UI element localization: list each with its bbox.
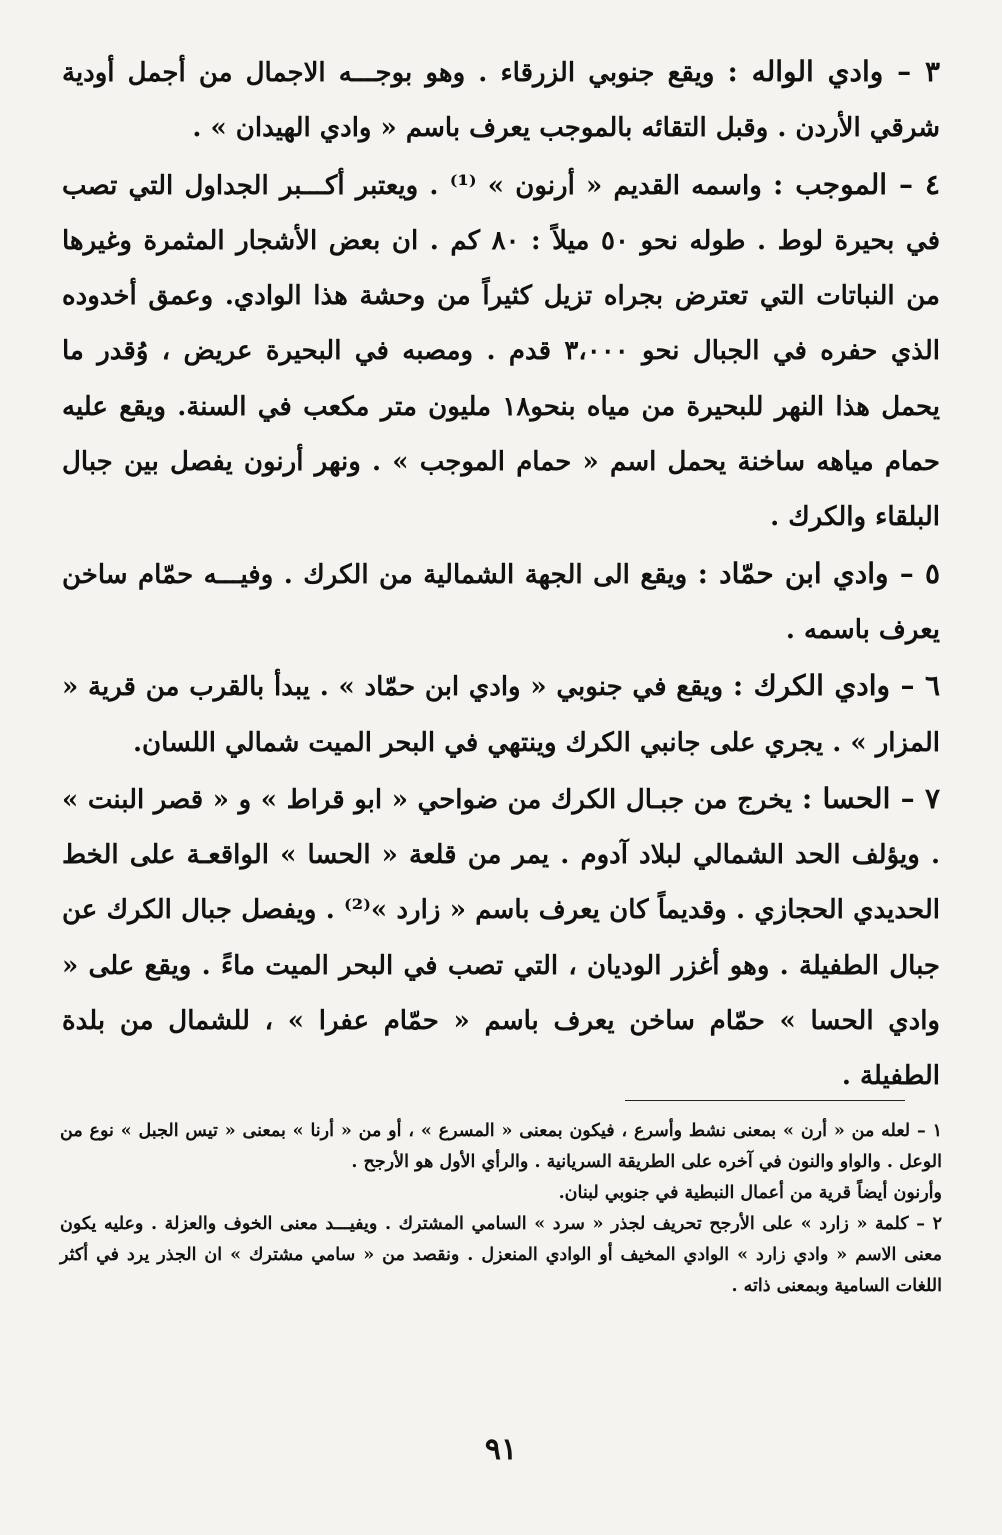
footnote-1-continued: وأرنون أيضاً قرية من أعمال النبطية في جنوبي لبنان. <box>558 1183 942 1203</box>
paragraph-body: يخرج من جبـال الكرك من ضواحي « ابو قراط » و « قصر البنت » . ويؤلف الحد الشمالي لبلاد آدوم . يمر من قلعة « الحسا » الواقعـة على الخط الحديدي الحجازي . وقديماً كان يعرف باسم « زارد »⁽²⁾ . ويفصل جبال الكرك عن جبال الطفيلة . وهو أغزر الوديان ، التي تصب في البحر الميت ماءً . ويقع على « وادي الحسا » حمّام ساخن يعرف باسم « حمّام عفرا » ، للشمال من بلدة الطفيلة . <box>62 784 940 1092</box>
main-text <box>62 44 940 1105</box>
paragraph-body: ويقع الى الجهة الشمالية من الكرك . وفيـــه حمّام ساخن يعرف باسمه . <box>62 559 940 645</box>
paragraph-body: واسمه القديم « أرنون » ⁽¹⁾ . ويعتبر أكـــبر الجداول التي تصب في بحيرة لوط . طوله نحو ٥٠ ميلاً : ٨٠ كم . ان بعض الأشجار المثمرة وغيرها من النباتات التي تعترض بجراه تزيل كثيراً من وحشة هذا الوادي. وعمق أخدوده الذي حفره في الجبال نحو ٣،٠٠٠ قدم . ومصبه في البحيرة عريض ، وُقدر ما يحمل هذا النهر للبحيرة من مياه بنحو١٨ مليون متر مكعب في السنة. ويقع عليه حمام مياهه ساخنة يحمل اسم « حمام الموجب » . ونهر أرنون يفصل بين جبال البلقاء والكرك . <box>62 170 941 533</box>
paragraph-heading: ٣ – وادي الواله : <box>727 55 940 88</box>
paragraph-wadi-ibn-hammad <box>62 546 940 659</box>
paragraph-wadi-alkarak <box>62 658 940 771</box>
paragraph-body: ويقع في جنوبي « وادي ابن حمّاد » . يبدأ بالقرب من قرية « المزار » . يجري على جانبي الكرك وينتهي في البحر الميت شمالي اللسان. <box>62 672 940 758</box>
paragraph-wadi-alwaleh <box>62 44 940 157</box>
paragraph-heading: ٦ – وادي الكرك : <box>732 669 941 703</box>
paragraph-heading: ٧ – الحسا : <box>801 781 940 815</box>
paragraph-heading: ٤ – الموجب : <box>773 167 940 201</box>
footnotes <box>60 1116 942 1302</box>
paragraph-body: ويقع جنوبي الزرقاء . وهو بوجـــه الاجمال من أجمل أودية شرقي الأردن . وقبل التقائه بالموجب يعرف باسم « وادي الهيدان » . <box>62 58 940 144</box>
footnote-2: ٢ – كلمة « زارد » على الأرجح تحريف لجذر « سرد » السامي المشترك . ويفيـــد معنى الخوف والعزلة . وعليه يكون معنى الاسم « وادي زارد » الوادي المخيف أو الوادي المنعزل . ونقصد من « سامي مشترك » ان الجذر يرد في أكثر اللغات السامية وبمعنى ذاته . <box>60 1214 942 1296</box>
paragraph-heading: ٥ – وادي ابن حمّاد : <box>697 556 940 590</box>
page-number: ٩١ <box>484 1432 518 1467</box>
footnote-divider <box>625 1100 905 1101</box>
paragraph-alhasa <box>62 771 940 1105</box>
footnote-1: ١ – لعله من « أرن » بمعنى نشط وأسرع ، فيكون بمعنى « المسرع » ، أو من « أرنا » بمعنى « تيس الجبل » نوع من الوعل . والواو والنون في آخره على الطريقة السريانية . والرأي الأول هو الأرجح . <box>60 1121 942 1172</box>
paragraph-almujib <box>62 157 940 546</box>
